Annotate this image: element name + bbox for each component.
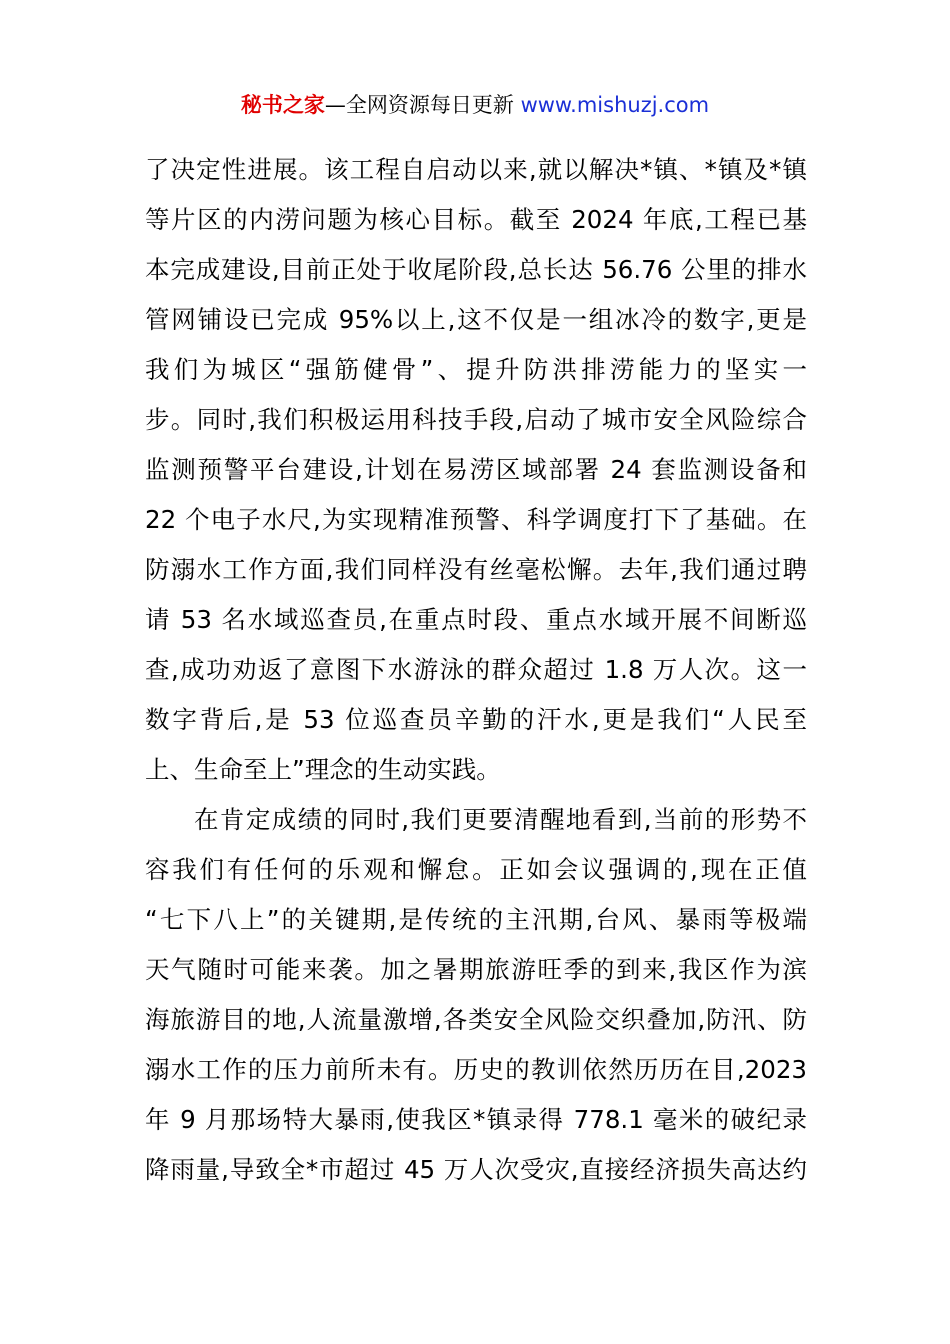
site-url-link[interactable]: www.mishuzj.com: [520, 93, 710, 117]
text-line: 降雨量,导致全*市超过 45 万人次受灾,直接经济损失高达约: [145, 1155, 807, 1184]
text-line: 数字背后,是 53 位巡查员辛勤的汗水,更是我们“人民至: [145, 705, 807, 734]
text-line: 天气随时可能来袭。加之暑期旅游旺季的到来,我区作为滨: [145, 955, 807, 984]
text-line: 等片区的内涝问题为核心目标。截至 2024 年底,工程已基: [145, 205, 807, 234]
site-tagline: —全网资源每日更新: [324, 93, 514, 117]
text-line: 容我们有任何的乐观和懈怠。正如会议强调的,现在正值: [145, 855, 807, 884]
paragraph-first-line: 在肯定成绩的同时,我们更要清醒地看到,当前的形势不: [194, 805, 807, 834]
text-line: 查,成功劝返了意图下水游泳的群众超过 1.8 万人次。这一: [145, 655, 807, 684]
text-line: 本完成建设,目前正处于收尾阶段,总长达 56.76 公里的排水: [145, 255, 807, 284]
site-brand: 秘书之家: [240, 93, 325, 117]
text-line: 了决定性进展。该工程自启动以来,就以解决*镇、*镇及*镇: [145, 155, 807, 184]
text-line: 年 9 月那场特大暴雨,使我区*镇录得 778.1 毫米的破纪录: [145, 1105, 807, 1134]
text-line: 防溺水工作方面,我们同样没有丝毫松懈。去年,我们通过聘: [145, 555, 807, 584]
text-line: 监测预警平台建设,计划在易涝区域部署 24 套监测设备和: [145, 455, 807, 484]
text-line: 步。同时,我们积极运用科技手段,启动了城市安全风险综合: [145, 405, 807, 434]
text-line: 我们为城区“强筋健骨”、提升防洪排涝能力的坚实一: [145, 355, 807, 384]
text-line: 请 53 名水域巡查员,在重点时段、重点水域开展不间断巡: [145, 605, 807, 634]
text-line: “七下八上”的关键期,是传统的主汛期,台风、暴雨等极端: [145, 905, 807, 934]
paragraph-end-line: 上、生命至上”理念的生动实践。: [145, 755, 501, 784]
text-line: 溺水工作的压力前所未有。历史的教训依然历历在目,2023: [145, 1055, 807, 1084]
site-header: [0, 88, 950, 122]
text-line: 管网铺设已完成 95%以上,这不仅是一组冰冷的数字,更是: [145, 305, 807, 334]
document-body: [145, 145, 807, 1195]
text-line: 22 个电子水尺,为实现精准预警、科学调度打下了基础。在: [145, 505, 807, 534]
text-line: 海旅游目的地,人流量激增,各类安全风险交织叠加,防汛、防: [145, 1005, 807, 1034]
